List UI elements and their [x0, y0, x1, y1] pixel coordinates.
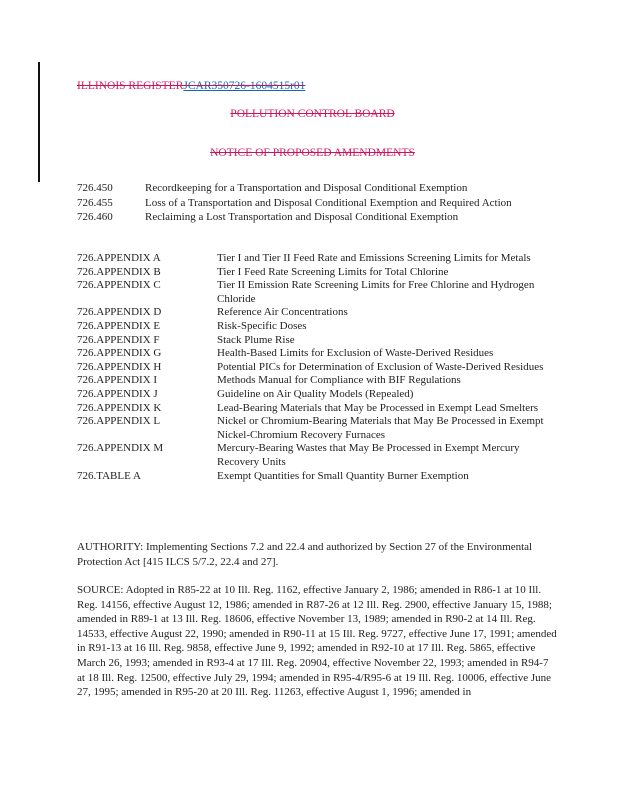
appendix-number: 726.APPENDIX M [77, 442, 164, 455]
appendix-number: 726.APPENDIX C [77, 279, 161, 292]
appendix-title: Guideline on Air Quality Models (Repealed) [217, 387, 414, 400]
section-list [77, 181, 547, 225]
appendix-title: Stack Plume Rise [217, 333, 295, 346]
appendix-number: 726.APPENDIX F [77, 333, 160, 346]
appendix-list [77, 252, 552, 483]
appendix-number: 726.APPENDIX K [77, 401, 162, 414]
appendix-title: Tier I Feed Rate Screening Limits for Total Chlorine [217, 265, 449, 278]
appendix-title: Mercury-Bearing Wastes that May Be Processed in Exempt Mercury Recovery Units [217, 442, 520, 468]
section-title: Loss of a Transportation and Disposal Conditional Exemption and Required Action [145, 196, 512, 209]
appendix-row [77, 415, 552, 442]
appendix-row [77, 320, 552, 334]
register-title-struck: ILLINOIS REGISTER [77, 80, 184, 92]
appendix-title: Health-Based Limits for Exclusion of Waste-Derived Residues [217, 347, 494, 360]
notice-header [0, 147, 625, 159]
section-row [77, 181, 547, 196]
register-header [77, 80, 305, 92]
appendix-number: 726.APPENDIX H [77, 360, 162, 373]
appendix-row [77, 306, 552, 320]
appendix-title: Potential PICs for Determination of Exclusion of Waste-Derived Residues [217, 360, 544, 373]
appendix-number: 726.APPENDIX B [77, 265, 161, 278]
appendix-row [77, 347, 552, 361]
appendix-number: 726.APPENDIX D [77, 306, 162, 319]
appendix-number: 726.APPENDIX G [77, 347, 162, 360]
appendix-row [77, 374, 552, 388]
appendix-title: Nickel or Chromium-Bearing Materials that May Be Processed in Exempt Nickel-Chromium Recovery Furnaces [217, 415, 544, 441]
appendix-row [77, 402, 552, 416]
appendix-number: 726.APPENDIX J [77, 387, 158, 400]
authority-paragraph: AUTHORITY: Implementing Sections 7.2 and 22.4 and authorized by Section 27 of the Environmental Protection Act [415 ILCS 5/7.2, 22.4 and 27]. [77, 541, 533, 568]
appendix-title: Exempt Quantities for Small Quantity Burner Exemption [217, 469, 469, 482]
appendix-row [77, 334, 552, 348]
section-title: Recordkeeping for a Transportation and Disposal Conditional Exemption [145, 182, 468, 194]
section-number: 726.455 [77, 196, 113, 209]
appendix-number: 726.APPENDIX I [77, 374, 158, 387]
section-number: 726.450 [77, 182, 113, 194]
appendix-title: Tier I and Tier II Feed Rate and Emissions Screening Limits for Metals [217, 252, 531, 264]
section-number: 726.460 [77, 211, 113, 223]
appendix-title: Lead-Bearing Materials that May be Processed in Exempt Lead Smelters [217, 401, 539, 414]
appendix-row [77, 279, 552, 306]
appendix-row [77, 442, 552, 469]
appendix-title: Tier II Emission Rate Screening Limits for Free Chlorine and Hydrogen Chloride [217, 279, 535, 305]
appendix-row [77, 266, 552, 280]
appendix-row [77, 252, 552, 266]
appendix-number: 726.TABLE A [77, 469, 141, 482]
revision-margin-bar [38, 62, 40, 182]
appendix-row [77, 388, 552, 402]
source-paragraph: SOURCE: Adopted in R85-22 at 10 Ill. Reg. 1162, effective January 2, 1986; amended in R86-1 at 10 Ill. Reg. 14156, effective August 12, 1986; amended in R87-26 at 12 Ill. Reg. 2900, effective January 15, 1988; amended in R89-1 at 13 Ill. Reg. 18606, effective November 13, 1989; amended in R90-2 at 14 Ill. Reg. 14533, effective August 22, 1990; amended in R90-11 at 15 Ill. Reg. 9727, effective June 17, 1991; amended in R91-13 at 16 Ill. Reg. 9858, effective June 9, 1992; amended in R92-10 at 17 Ill. Reg. 5865, effective March 26, 1993; amended in R93-4 at 17 Ill. Reg. 20904, effective November 22, 1993; amended in R94-7 at 18 Ill. Reg. 12500, effective July 29, 1994; amended in R95-4/R95-6 at 19 Ill. Reg. 10006, effective June 27, 1995; amended in R95-20 at 20 Ill. Reg. 11263, effective August 1, 1996; amended in [77, 584, 557, 699]
section-title: Reclaiming a Lost Transportation and Disposal Conditional Exemption [145, 211, 459, 223]
register-document-id: JCAR350726-1604515r01 [183, 80, 306, 92]
appendix-title: Risk-Specific Doses [217, 319, 307, 332]
appendix-title: Methods Manual for Compliance with BIF Regulations [217, 374, 461, 387]
board-header [0, 108, 625, 120]
appendix-number: 726.APPENDIX A [77, 252, 161, 264]
section-row [77, 196, 547, 211]
appendix-row [77, 361, 552, 375]
board-name: POLLUTION CONTROL BOARD [230, 108, 395, 120]
appendix-row [77, 470, 552, 484]
appendix-number: 726.APPENDIX L [77, 415, 161, 428]
appendix-title: Reference Air Concentrations [217, 306, 348, 319]
notice-title: NOTICE OF PROPOSED AMENDMENTS [210, 147, 415, 159]
appendix-number: 726.APPENDIX E [77, 319, 161, 332]
section-row [77, 210, 547, 225]
